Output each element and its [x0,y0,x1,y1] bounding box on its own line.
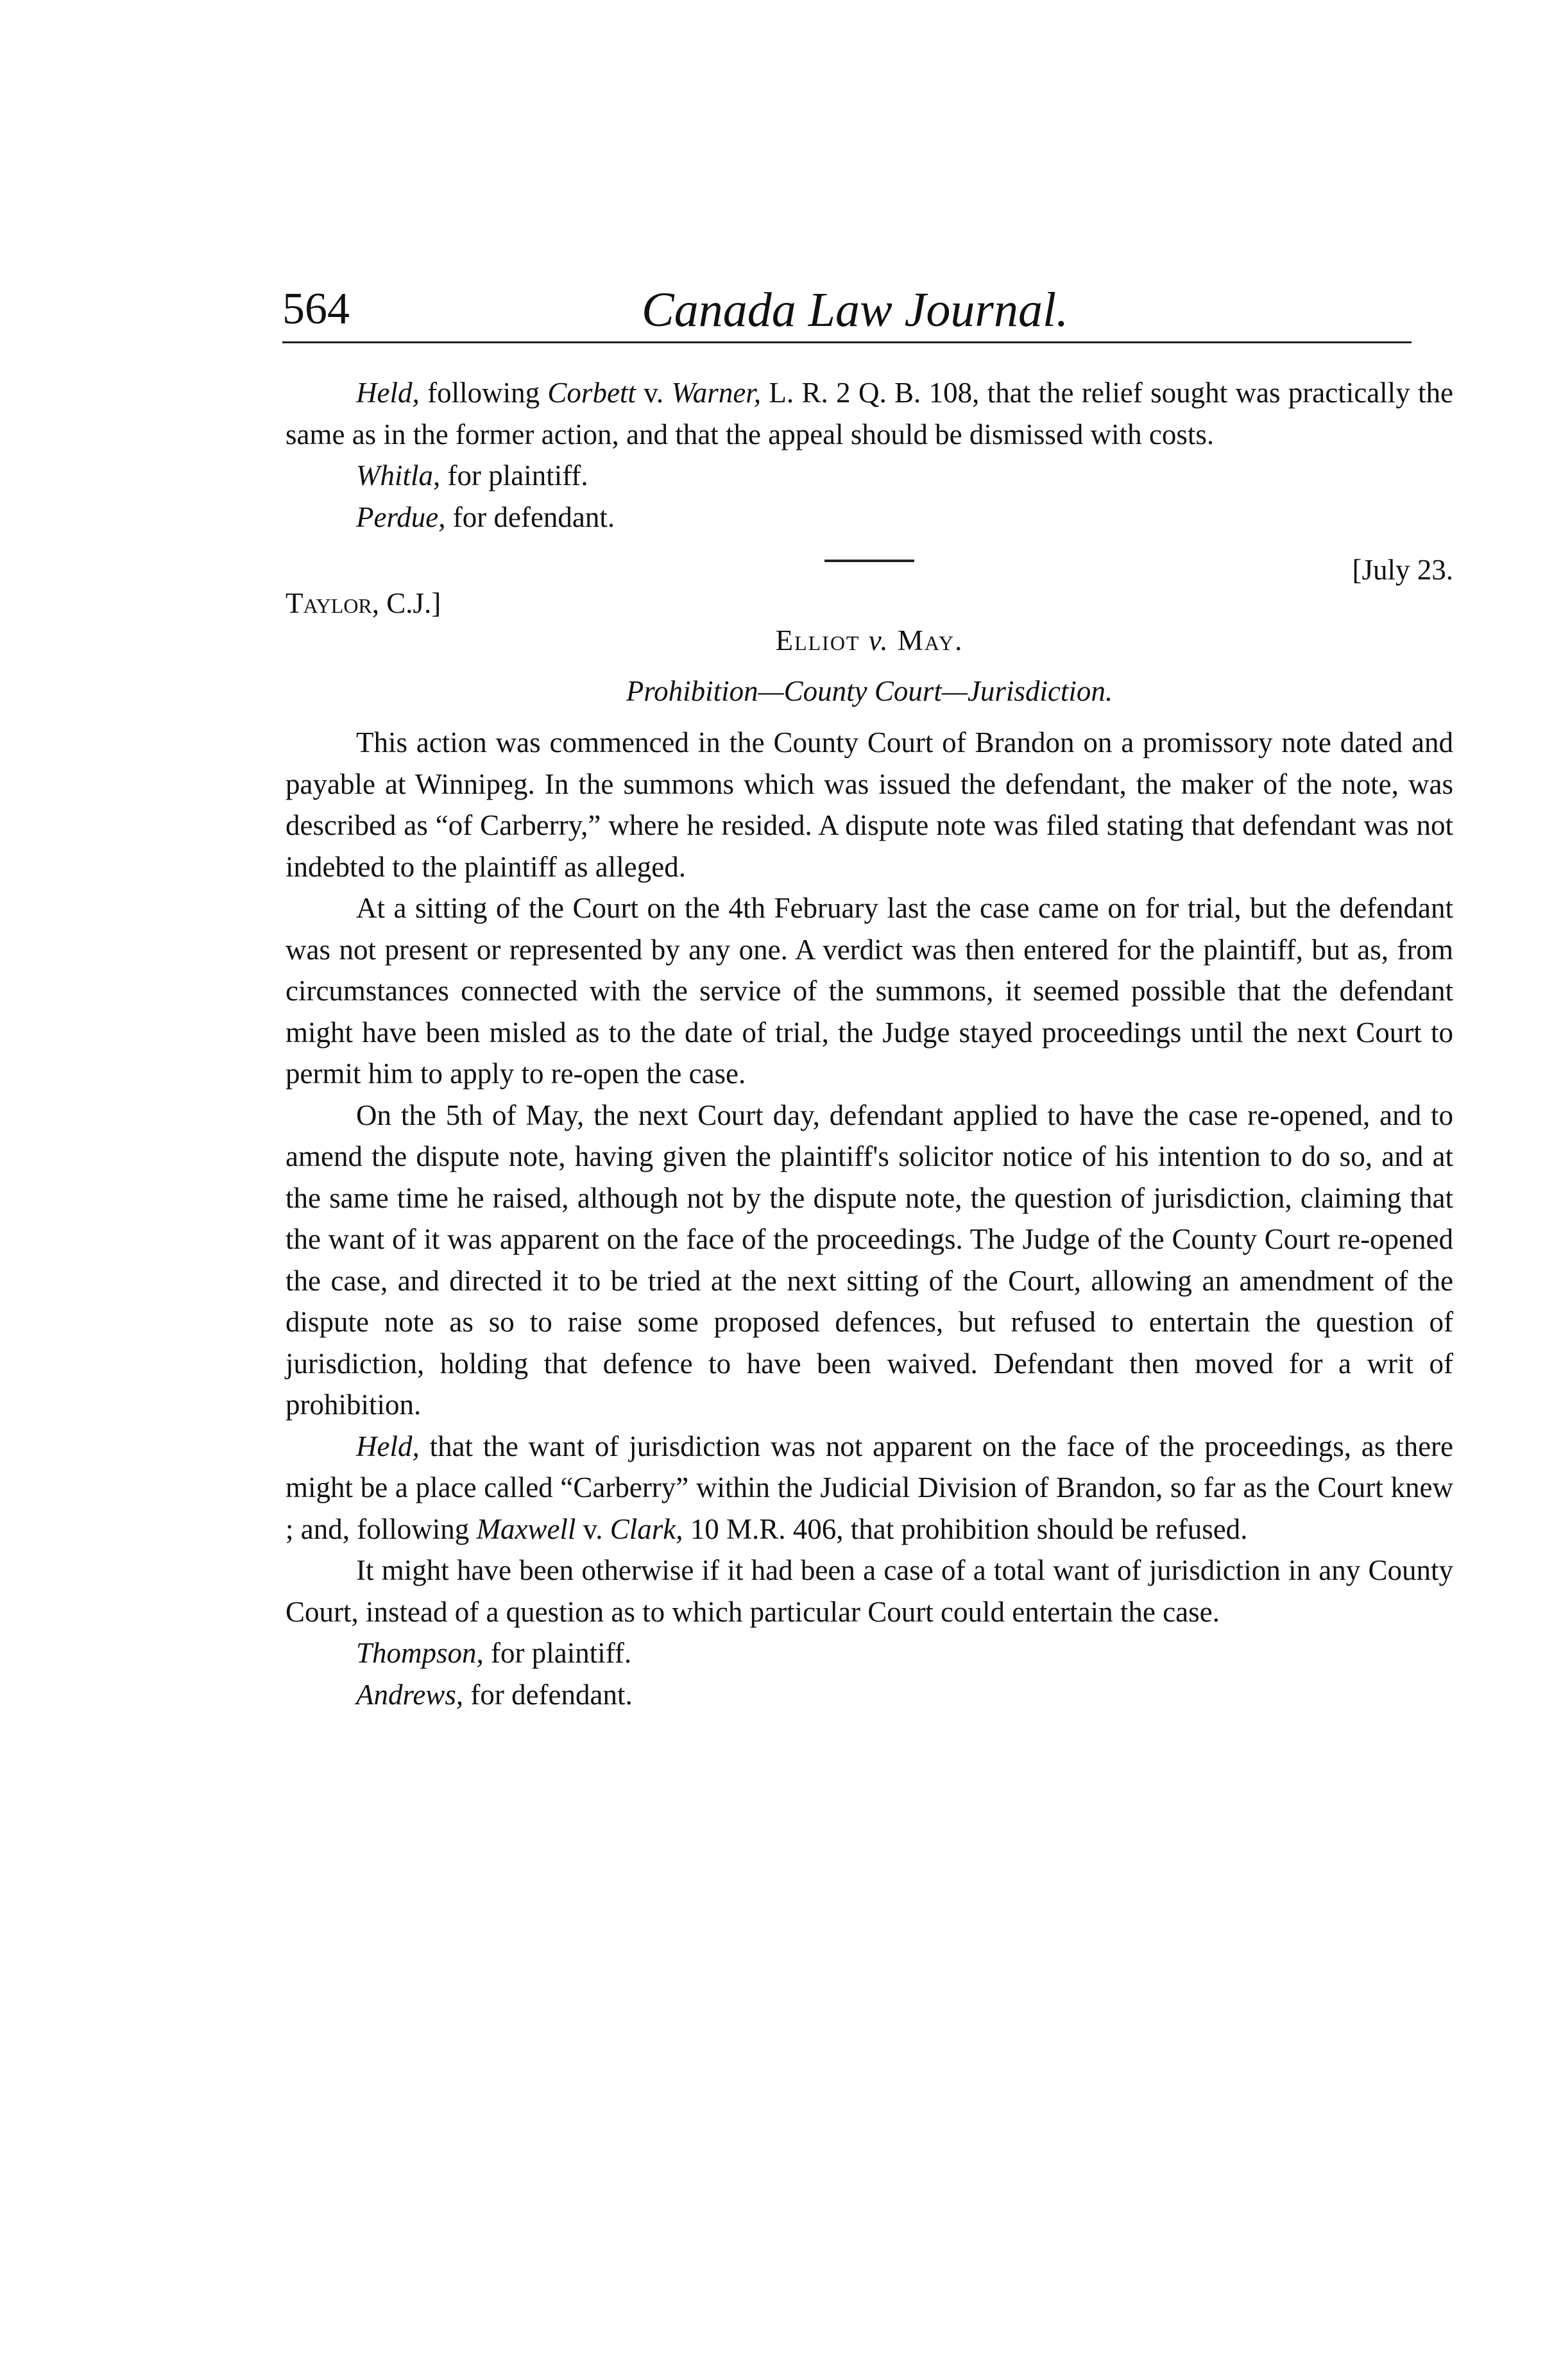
held-label: Held, [356,377,420,409]
held-text-2: 10 M.R. 406, that prohibition should be refused. [690,1512,1248,1545]
held-cite-v: v. [583,1512,603,1545]
cited-case-a: Corbett [547,377,636,409]
page-number: 564 [282,284,350,334]
case-paragraph: At a sitting of the Court on the 4th February last the case came on for trial, but the defendant was not present or represented by any one. A verdict was then entered for the plaintiff, but as, from circumstances connected with the service of the summons, it seemed possible that the defendant might have been misled as to the date of trial, the Judge stayed proceedings until the next Court to permit him to apply to re-open the case. [286,892,1453,1090]
counsel-name: Whitla, [356,459,441,492]
counsel-line [286,455,1453,497]
case-v: v. [868,624,889,656]
counsel-role: for defendant. [452,501,615,533]
held-cite-b: Clark, [610,1512,683,1545]
case-paragraph: This action was commenced in the County Court of Brandon on a promissory note dated and payable at Winnipeg. In the summons which was issued the defendant, the maker of the note, was described as “of Carberry,” where he resided. A dispute note was filed stating that defendant was not indebted to the plaintiff as alleged. [286,726,1453,883]
counsel-name: Thompson, [356,1637,484,1669]
held-text-1: that the want of jurisdiction was not apparent on the face of the proceedings, as there might be a place called “Carberry” within the Judicial Division of Brandon, so far as the Court knew ; and, following [286,1430,1454,1545]
counsel-role: for plaintiff. [447,459,588,492]
case-holding [286,1426,1453,1550]
counsel-name: Andrews, [356,1678,464,1711]
held-label: Held, [356,1430,420,1462]
page-body [286,372,1453,1715]
counsel-line [286,1674,1453,1716]
counsel-role: for defendant. [470,1678,633,1711]
cited-case-b: Warner, [671,377,762,409]
running-header [282,276,1412,347]
case-date: [July 23. [1352,554,1453,586]
counsel-role: for plaintiff. [491,1637,632,1669]
counsel-name: Perdue, [356,501,446,533]
case-paragraph: On the 5th of May, the next Court day, defendant applied to have the case re-opened, and to amend the dispute note, having given the plaintiff's solicitor notice of his intention to do so, and at the same time he raised, although not by the dispute note, the question of jurisdiction, claiming that the want of it was apparent on the face of the proceedings. The Judge of the County Court re-opened the case, and directed it to be tried at the next sitting of the Court, allowing an amendment of the dispute note as so to raise some proposed defences, but refused to entertain the question of jurisdiction, holding that defence to have been waived. Defendant then moved for a writ of prohibition. [286,1099,1453,1421]
closing-paragraph: It might have been otherwise if it had been a case of a total want of jurisdiction in any County Court, instead of a question as to which particular Court could entertain the case. [286,1554,1453,1628]
case-subject: Prohibition—County Court—Jurisdiction. [626,674,1113,707]
counsel-line [286,497,1453,538]
section-divider [824,560,914,562]
counsel-line [286,1632,1453,1674]
cited-v: v. [644,377,664,409]
case-party-right: May. [897,624,964,656]
held-following: following [427,377,540,409]
case-party-left: Elliot [775,624,860,656]
held-text: L. R. 2 Q. B. 108, that the relief sought was practically the same as in the former action, and that the appeal should be dismissed with costs. [286,377,1454,450]
previous-case-holding [286,372,1453,455]
judge-name: Taylor, C.J.] [286,587,441,619]
held-cite-a: Maxwell [476,1512,576,1545]
judge-date-line [286,554,1453,626]
journal-title: Canada Law Journal. [642,283,1069,337]
header-rule [282,341,1412,343]
